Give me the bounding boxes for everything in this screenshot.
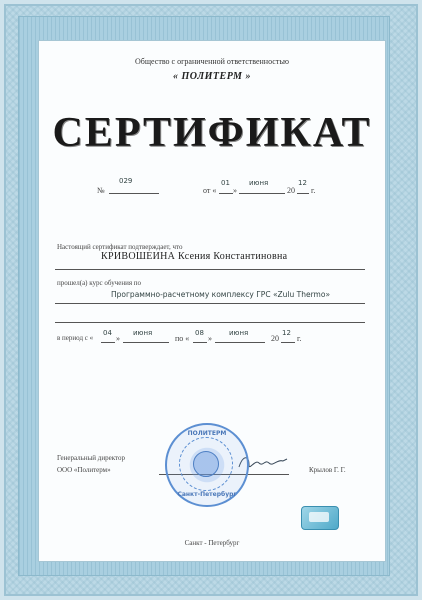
- globe-icon: [193, 451, 219, 477]
- stamp-bottom-text: Санкт-Петербург: [177, 491, 237, 498]
- date-suffix: г.: [311, 186, 316, 195]
- director-name: Крылов Г. Г.: [309, 466, 346, 474]
- director-title: Генеральный директор: [57, 454, 125, 462]
- period-suffix: г.: [297, 334, 302, 343]
- period-to-day-line: [193, 342, 207, 343]
- number-line: [109, 193, 159, 194]
- organization-name: « ПОЛИТЕРМ »: [173, 71, 251, 82]
- date-day-line: [219, 193, 233, 194]
- period-year-prefix: 20: [271, 334, 279, 343]
- course-name: Программно-расчетному комплексу ГРС «Zulu Thermo»: [111, 290, 331, 299]
- date-year: 12: [298, 179, 307, 187]
- period-year-line: [281, 342, 295, 343]
- period-from-month-line: [123, 342, 169, 343]
- course-line: [55, 303, 365, 304]
- period-to-prefix: по «: [175, 334, 190, 343]
- recipient-name: КРИВОШЕИНА Ксения Константиновна: [101, 251, 288, 262]
- city: Санкт - Петербург: [184, 539, 240, 547]
- round-seal-stamp: [165, 423, 249, 507]
- period-prefix: в период с «: [57, 334, 94, 342]
- date-month-line: [239, 193, 285, 194]
- period-to-month-line: [215, 342, 265, 343]
- stamp-top-text: ПОЛИТЕРМ: [187, 430, 227, 437]
- period-from-mid: »: [116, 334, 120, 343]
- issued-label: Настоящий сертификат подтверждает, что: [57, 243, 183, 251]
- recipient-line: [55, 269, 365, 270]
- period-from-day-line: [101, 342, 115, 343]
- organization-type: Общество с ограниченной ответственностью: [135, 57, 289, 66]
- date-month: июня: [249, 179, 269, 187]
- certificate-title: СЕРТИФИКАТ: [52, 110, 372, 156]
- period-from-month: июня: [133, 329, 153, 337]
- period-to-day: 08: [195, 329, 204, 337]
- date-prefix: от «: [203, 186, 217, 195]
- period-to-mid: »: [208, 334, 212, 343]
- certificate-paper: [38, 40, 386, 562]
- date-year-line: [297, 193, 309, 194]
- company-logo-icon: [301, 506, 339, 530]
- date-year-prefix: 20: [287, 186, 295, 195]
- director-org: ООО «Политерм»: [57, 466, 111, 474]
- period-from-day: 04: [103, 329, 112, 337]
- date-day: 01: [221, 179, 230, 187]
- period-year: 12: [282, 329, 291, 337]
- number-value: 029: [119, 177, 133, 185]
- period-to-month: июня: [229, 329, 249, 337]
- date-mid: »: [233, 186, 237, 195]
- trained-label: прошел(а) курс обучения по: [57, 279, 142, 287]
- number-label: №: [97, 186, 105, 195]
- extra-line: [55, 322, 365, 323]
